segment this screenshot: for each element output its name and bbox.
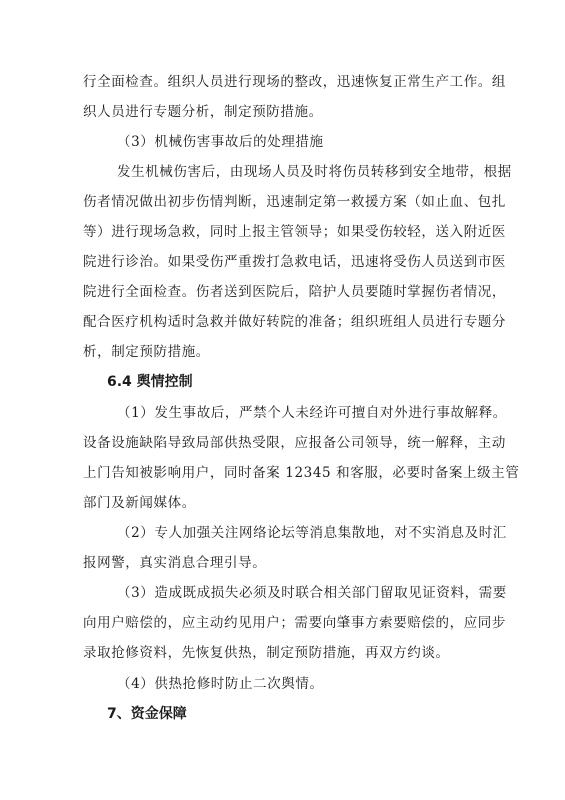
body-line: 上门告知被影响用户，同时备案 12345 和客服，必要时备案上级主管 <box>83 465 520 481</box>
body-line: 向用户赔偿的，应主动约见用户；需要向肇事方索要赔偿的，应同步 <box>83 615 506 631</box>
body-line: 发生机械伤害后，由现场人员及时将伤员转移到安全地带，根据 <box>117 164 512 180</box>
body-line: （1）发生事故后，严禁个人未经许可擅自对外进行事故解释。 <box>117 405 507 421</box>
body-line: 配合医疗机构适时急救并做好转院的准备；组织班组人员进行专题分 <box>83 314 506 330</box>
body-line: 部门及新闻媒体。 <box>83 495 196 511</box>
body-line: 设备设施缺陷导致局部供热受限，应报备公司领导，统一解释，主动 <box>83 435 506 451</box>
body-line: 析，制定预防措施。 <box>83 344 210 360</box>
body-line: 录取抢修资料，先恢复供热，制定预防措施，再双方约谈。 <box>83 645 450 661</box>
body-line: （2）专人加强关注网络论坛等消息集散地，对不实消息及时汇 <box>117 525 507 541</box>
body-line: 等）进行现场急救，同时上报主管领导；如果受伤较轻，送入附近医 <box>83 224 506 240</box>
body-line: 院进行诊治。如果受伤严重拨打急救电话，迅速将受伤人员送到市医 <box>83 254 506 270</box>
body-line: 伤者情况做出初步伤情判断，迅速制定第一救援方案（如止血、包扎 <box>83 194 506 210</box>
section-heading-7: 7、资金保障 <box>107 706 187 722</box>
section-heading-6-4: 6.4 舆情控制 <box>107 374 193 390</box>
body-line: 报网警，真实消息合理引导。 <box>83 555 267 571</box>
subheading-line: （3）机械伤害事故后的处理措施 <box>117 134 324 150</box>
body-line: （4）供热抢修时防止二次舆情。 <box>117 676 324 692</box>
body-line: 院进行全面检查。伤者送到医院后，陪护人员要随时掌握伤者情况， <box>83 284 506 300</box>
body-line: 行全面检查。组织人员进行现场的整改，迅速恢复正常生产工作。组 <box>83 74 506 90</box>
body-line: （3）造成既成损失必须及时联合相关部门留取见证资料，需要 <box>117 585 507 601</box>
body-line: 织人员进行专题分析，制定预防措施。 <box>83 104 323 120</box>
